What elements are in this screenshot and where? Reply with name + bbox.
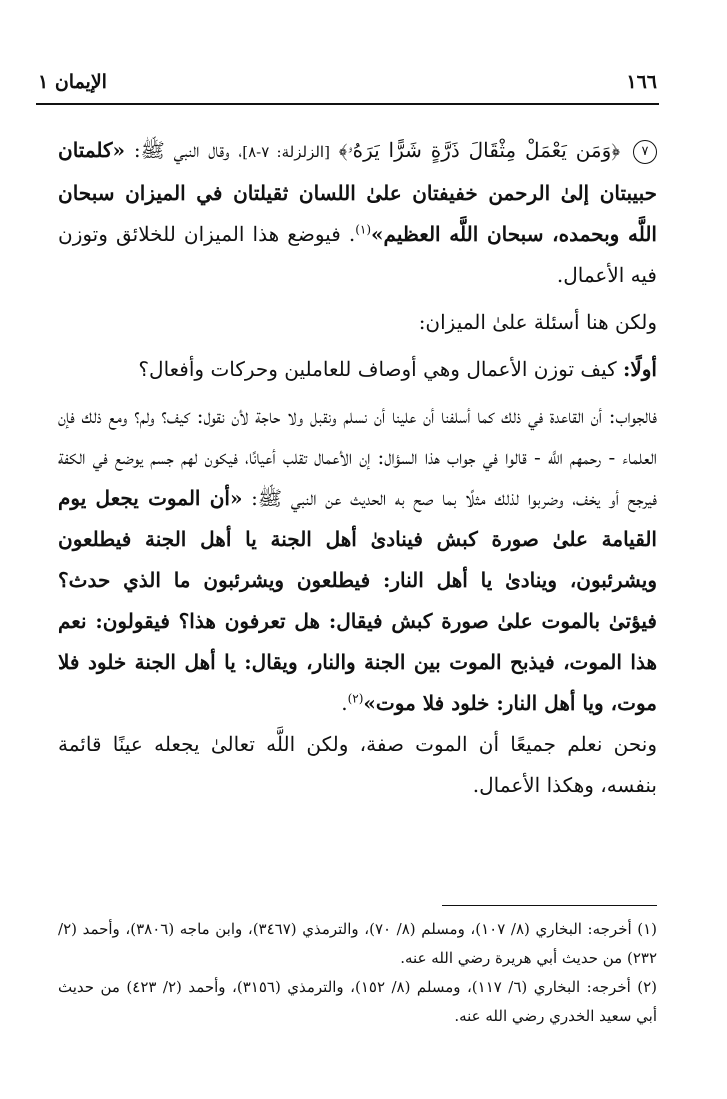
- paragraph-answer: [58, 396, 657, 724]
- footnote-ref-1[interactable]: (١): [355, 222, 372, 237]
- quran-verse: ﴿وَمَن يَعْمَلْ مِثْقَالَ ذَرَّةٍ شَرًّا يَرَهُۥ﴾: [338, 138, 621, 162]
- footnote-2: (٢) أخرجه: البخاري (٦/ ١١٧)، ومسلم (٨/ ١٥٢)، والترمذي (٣١٥٦)، وأحمد (٢/ ٤٢٣) من حديث أبي سعيد الخدري رضي الله عنه.: [58, 978, 657, 1025]
- verse-number-marker: ٧: [633, 140, 657, 164]
- main-text: [58, 130, 657, 806]
- footnote-divider: [442, 905, 657, 906]
- footnotes: [58, 915, 657, 1031]
- answer-text: فالجواب: أن القاعدة في ذلك كما أسلفنا أن علينا أن نسلم ونقبل ولا حاجة لأن نقول: كيف؟ ولم؟ ومع ذلك فإن العلماء - رحمهم اللَّه - قالوا في جواب هذا السؤال: إن الأعمال تقلب أعيانًا، فيكون لهم جسم يوضع في الكفة فيرجح أو يخف، وضربوا لذلك مثلًا بما صح به الحديث عن النبي ﷺ:: [58, 404, 658, 510]
- paragraph-tail-1: . فيوضع هذا الميزان للخلائق وتوزن فيه الأعمال.: [58, 222, 657, 287]
- verse-reference: [الزلزلة: ٧-٨]: [242, 143, 330, 161]
- paragraph-tail-2: .: [341, 691, 348, 715]
- page-number: ١٦٦: [626, 71, 657, 93]
- footnote-1: (١) أخرجه: البخاري (٨/ ١٠٧)، ومسلم (٨/ ٧٠)، والترمذي (٣٤٦٧)، وابن ماجه (٣٨٠٦)، وأحمد (٢/ ٢٣٢) من حديث أبي هريرة رضي الله عنه.: [58, 920, 657, 967]
- header-divider: [36, 103, 659, 105]
- paragraph-conclusion: ونحن نعلم جميعًا أن الموت صفة، ولكن اللَّه تعالىٰ يجعله عينًا قائمة بنفسه، وهكذا الأعمال.: [58, 732, 657, 797]
- running-title: الإيمان ١: [38, 71, 107, 93]
- question-text: كيف توزن الأعمال وهي أوصاف للعاملين وحركات وأفعال؟: [138, 357, 623, 381]
- page-header: [38, 64, 657, 100]
- question-label: أولًا:: [622, 357, 657, 381]
- footnote-ref-2[interactable]: (٢): [347, 691, 364, 706]
- paragraph-intro: ، وقال النبي ﷺ:: [133, 138, 243, 162]
- paragraph-questions: ولكن هنا أسئلة علىٰ الميزان:: [418, 310, 657, 334]
- paragraph-verse: [58, 130, 657, 296]
- paragraph-first-question: [58, 349, 657, 390]
- hadith-quote-2: «أن الموت يجعل يوم القيامة علىٰ صورة كبش فينادىٰ أهل الجنة يا أهل الجنة فيطلعون ويشرئبون، وينادىٰ يا أهل النار: فيطلعون ويشرئبون ما الذي حدث؟ فيؤتىٰ بالموت علىٰ صورة كبش فيقال: هل تعرفون هذا؟ فيقولون: نعم هذا الموت، فيذبح الموت بين الجنة والنار، ويقال: يا أهل الجنة خلود فلا موت، ويا أهل النار: خلود فلا موت»: [58, 486, 657, 715]
- hadith-quote-1: «كلمتان حبيبتان إلىٰ الرحمن خفيفتان علىٰ اللسان ثقيلتان في الميزان سبحان اللَّه وبحمده، سبحان اللَّه العظيم»: [58, 138, 657, 246]
